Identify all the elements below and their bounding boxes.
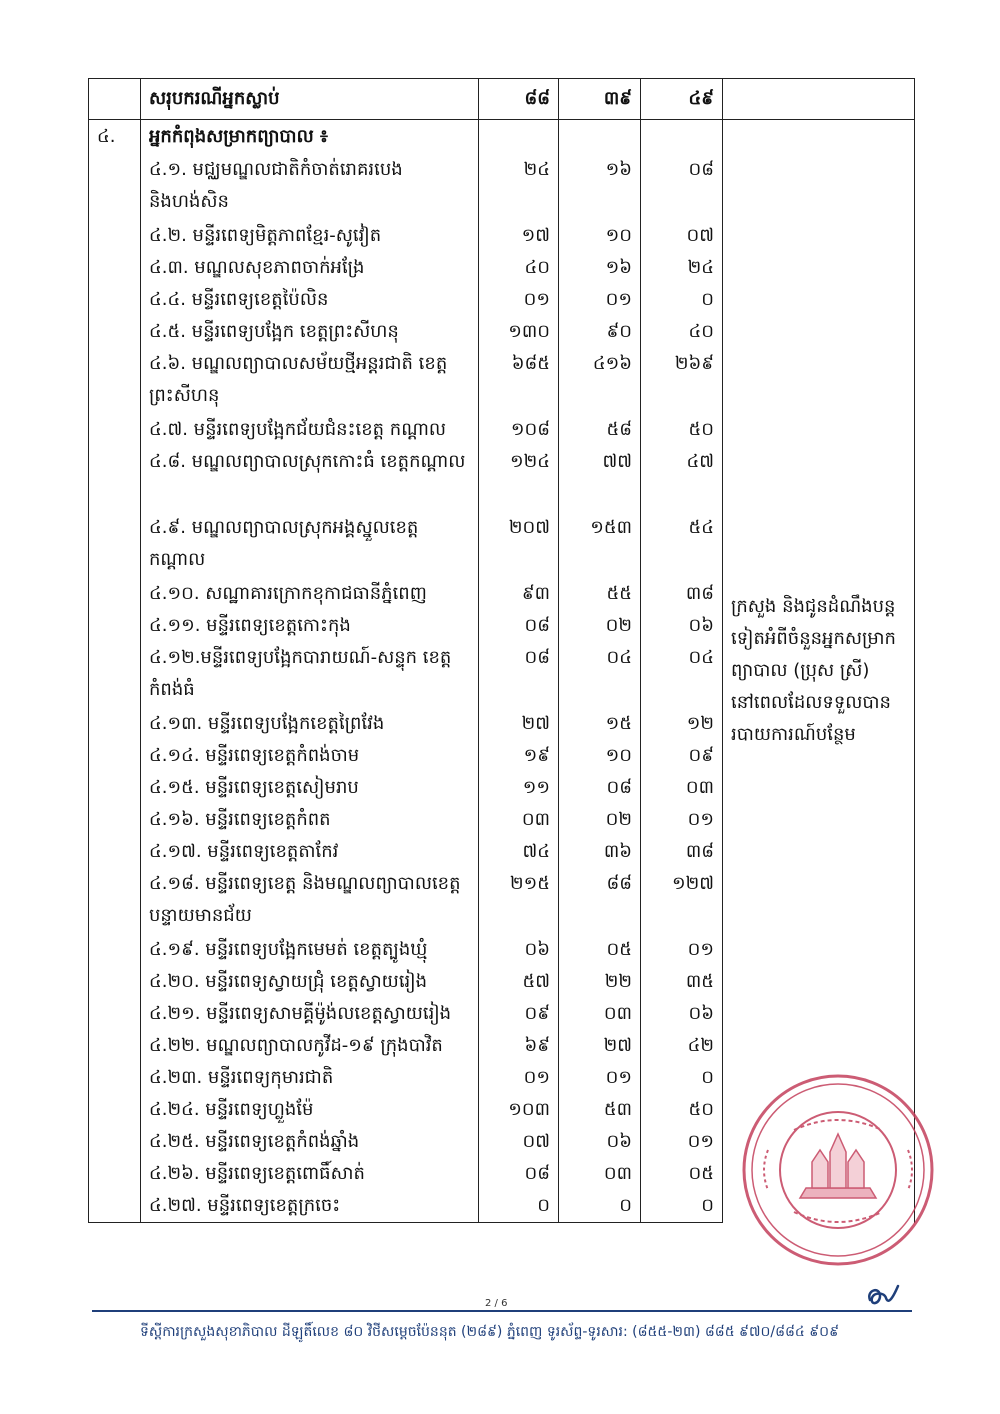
value-male: ០៨: [559, 772, 641, 804]
value-total: ៧៤: [479, 836, 559, 868]
value-female: ០១: [641, 934, 723, 966]
value-male: ០៣: [559, 998, 641, 1030]
value-total: ០៨: [479, 1158, 559, 1190]
value-female: ៥០: [641, 1094, 723, 1126]
value-total: ០៧: [479, 1126, 559, 1158]
section-note: ក្រសួង និងជូនដំណឹងបន្តទៀតអំពីចំនួនអ្នកសម្រាកព្យាបាល (ប្រុស ស្រី) នៅពេលដែលទទួលបានរបាយការណ៍បន្ថែម: [723, 120, 915, 1223]
value-female: ៤២: [641, 1030, 723, 1062]
value-male: ០៦: [559, 1126, 641, 1158]
value-male: ១៦: [559, 154, 641, 220]
value-male: ៨៨: [559, 868, 641, 934]
row-number-cell: [89, 804, 141, 836]
value-female: ៣៨: [641, 836, 723, 868]
value-male: ០៣: [559, 1158, 641, 1190]
data-table: [88, 78, 915, 1223]
row-number-cell: [89, 642, 141, 708]
value-female: ២៤: [641, 252, 723, 284]
row-number-cell: [89, 610, 141, 642]
row-number-cell: [89, 414, 141, 446]
value-total: ២១៥: [479, 868, 559, 934]
facility-name: ៤.១៦. មន្ទីរពេទ្យខេត្តកំពត: [141, 804, 479, 836]
value-female: ៤០: [641, 316, 723, 348]
value-total: ១៩: [479, 740, 559, 772]
facility-name: ៤.២២. មណ្ឌលព្យាបាលកូវីដ-១៩ ក្រុងបាវិត: [141, 1030, 479, 1062]
value-total: ៤០: [479, 252, 559, 284]
value-total: ២០៧: [479, 512, 559, 578]
value-total: ២៤: [479, 154, 559, 220]
value-female: ០: [641, 1062, 723, 1094]
value-female: ០៦: [641, 610, 723, 642]
row-number-cell: [89, 220, 141, 252]
value-female: ០៨: [641, 154, 723, 220]
value-female: ០៩: [641, 740, 723, 772]
value-male: ២២: [559, 966, 641, 998]
value-female: ០៦: [641, 998, 723, 1030]
row-number-cell: [89, 1126, 141, 1158]
value-total: ១៣០: [479, 316, 559, 348]
value-total: ៦៩: [479, 1030, 559, 1062]
value-total: ១០៣: [479, 1094, 559, 1126]
value-total: ០: [479, 1190, 559, 1223]
value-male: ១៦: [559, 252, 641, 284]
facility-name: ៤.៧. មន្ទីរពេទ្យបង្អែកជ័យជំនះខេត្ត កណ្ដាល: [141, 414, 479, 446]
value-male: ៤១៦: [559, 348, 641, 414]
value-male: ០១: [559, 284, 641, 316]
value-total: ០១: [479, 284, 559, 316]
row-number-cell: [89, 446, 141, 512]
value-female: ០: [641, 284, 723, 316]
value-total: ៥៧: [479, 966, 559, 998]
page-number: 2 / 6: [485, 1298, 508, 1309]
section-empty-2: [559, 120, 641, 155]
row-number-cell: [89, 708, 141, 740]
official-seal-stamp: [738, 1070, 938, 1270]
value-female: ៣៨: [641, 578, 723, 610]
value-total: ០១: [479, 1062, 559, 1094]
facility-name: ៤.៨. មណ្ឌលព្យាបាលស្រុកកោះធំ ខេត្តកណ្ដាល: [141, 446, 479, 512]
value-male: ៥៥: [559, 578, 641, 610]
row-number-cell: [89, 772, 141, 804]
total-value-3: ៤៩: [641, 79, 723, 120]
value-total: ៦៨៥: [479, 348, 559, 414]
section-number: ៤.: [89, 120, 141, 155]
facility-name: ៤.២៧. មន្ទីរពេទ្យខេត្តក្រចេះ: [141, 1190, 479, 1223]
facility-name: ៤.២៣. មន្ទីរពេទ្យកុមារជាតិ: [141, 1062, 479, 1094]
facility-name: ៤.២៥. មន្ទីរពេទ្យខេត្តកំពង់ឆ្នាំង: [141, 1126, 479, 1158]
value-male: ០: [559, 1190, 641, 1223]
value-male: ៥៣: [559, 1094, 641, 1126]
facility-name: ៤.៦. មណ្ឌលព្យាបាលសម័យថ្មីអន្តរជាតិ ខេត្តព្រះសីហនុ: [141, 348, 479, 414]
section-empty-1: [479, 120, 559, 155]
row-number-cell: [89, 836, 141, 868]
facility-name: ៤.២. មន្ទីរពេទ្យមិត្តភាពខ្មែរ-សូវៀត: [141, 220, 479, 252]
value-total: ០៨: [479, 642, 559, 708]
value-male: ១៥៣: [559, 512, 641, 578]
row-number-cell: [89, 1094, 141, 1126]
value-total: ១៧: [479, 220, 559, 252]
section-title: អ្នកកំពុងសម្រាកព្យាបាល ៖: [141, 120, 479, 155]
value-female: ០៤: [641, 642, 723, 708]
value-female: ០: [641, 1190, 723, 1223]
row-number-cell: [89, 966, 141, 998]
value-total: ០៦: [479, 934, 559, 966]
row-number-cell: [89, 1190, 141, 1223]
value-male: ០២: [559, 804, 641, 836]
value-female: ០៥: [641, 1158, 723, 1190]
row-number-cell: [89, 934, 141, 966]
value-female: ៥៤: [641, 512, 723, 578]
facility-name: ៤.៩. មណ្ឌលព្យាបាលស្រុកអង្គស្នួលខេត្តកណ្ដាល: [141, 512, 479, 578]
value-female: ០៣: [641, 772, 723, 804]
facility-name: ៤.១៧. មន្ទីរពេទ្យខេត្តតាកែវ: [141, 836, 479, 868]
value-total: ១២៤: [479, 446, 559, 512]
facility-name: ៤.៥. មន្ទីរពេទ្យបង្អែក ខេត្តព្រះសីហនុ: [141, 316, 479, 348]
facility-name: ៤.២១. មន្ទីរពេទ្យសាមគ្គីម៉ូង់លខេត្តស្វាយរៀង: [141, 998, 479, 1030]
total-number-cell: [89, 79, 141, 120]
value-male: ១០: [559, 220, 641, 252]
value-male: ៣៦: [559, 836, 641, 868]
value-female: ២៦៩: [641, 348, 723, 414]
value-male: ០៤: [559, 642, 641, 708]
value-female: ៣៥: [641, 966, 723, 998]
row-number-cell: [89, 998, 141, 1030]
facility-name: ៤.១. មជ្ឈមណ្ឌលជាតិកំចាត់រោគរបេង និងហង់សិន: [141, 154, 479, 220]
value-total: ២៧: [479, 708, 559, 740]
row-number-cell: [89, 348, 141, 414]
row-number-cell: [89, 578, 141, 610]
value-male: ១៥: [559, 708, 641, 740]
facility-name: ៤.១១. មន្ទីរពេទ្យខេត្តកោះកុង: [141, 610, 479, 642]
value-male: ០២: [559, 610, 641, 642]
value-female: ០១: [641, 1126, 723, 1158]
value-female: ០១: [641, 804, 723, 836]
value-male: ៥៨: [559, 414, 641, 446]
value-male: ១០: [559, 740, 641, 772]
value-male: ២៧: [559, 1030, 641, 1062]
handwritten-signature: [862, 1280, 912, 1312]
section-empty-3: [641, 120, 723, 155]
value-female: ១២៧: [641, 868, 723, 934]
row-number-cell: [89, 1062, 141, 1094]
row-number-cell: [89, 1158, 141, 1190]
facility-name: ៤.២០. មន្ទីរពេទ្យស្វាយជ្រុំ ខេត្តស្វាយរៀង: [141, 966, 479, 998]
total-value-2: ៣៩: [559, 79, 641, 120]
total-row: [89, 79, 915, 120]
row-number-cell: [89, 252, 141, 284]
value-female: ១២: [641, 708, 723, 740]
facility-name: ៤.១២.មន្ទីរពេទ្យបង្អែកបារាយណ៍-សន្ទុក ខេត្តកំពង់ធំ: [141, 642, 479, 708]
value-male: ៩០: [559, 316, 641, 348]
facility-name: ៤.១៥. មន្ទីរពេទ្យខេត្តសៀមរាប: [141, 772, 479, 804]
value-female: ០៧: [641, 220, 723, 252]
value-male: ៧៧: [559, 446, 641, 512]
row-number-cell: [89, 512, 141, 578]
row-number-cell: [89, 284, 141, 316]
facility-name: ៤.២៤. មន្ទីរពេទ្យហ្លួងម៉ែ: [141, 1094, 479, 1126]
row-number-cell: [89, 868, 141, 934]
total-label: សរុបករណីអ្នកស្លាប់: [141, 79, 479, 120]
value-female: ៤៧: [641, 446, 723, 512]
value-total: ៩៣: [479, 578, 559, 610]
value-male: ០៥: [559, 934, 641, 966]
value-total: ១០៨: [479, 414, 559, 446]
footer-address: ទីស្តីការក្រសួងសុខាភិបាល ដីឡូតិ៍លេខ ៨០ វិថីសម្ដេចប៉ែននុត (២៨៩) ភ្នំពេញ ទូរស័ព្ទ-ទូរសារ: (៨៥៥-២៣) ៨៨៥ ៩៧០/៨៨៤ ៩០៩: [140, 1324, 840, 1340]
value-total: ១១: [479, 772, 559, 804]
value-female: ៥០: [641, 414, 723, 446]
row-number-cell: [89, 154, 141, 220]
row-number-cell: [89, 1030, 141, 1062]
section-header-row: [89, 120, 915, 155]
facility-name: ៤.១៨. មន្ទីរពេទ្យខេត្ត និងមណ្ឌលព្យាបាលខេត្តបន្ទាយមានជ័យ: [141, 868, 479, 934]
value-total: ០៨: [479, 610, 559, 642]
row-number-cell: [89, 316, 141, 348]
facility-name: ៤.១៩. មន្ទីរពេទ្យបង្អែកមេមត់ ខេត្តត្បូងឃ្មុំ: [141, 934, 479, 966]
facility-name: ៤.៤. មន្ទីរពេទ្យខេត្តប៉ៃលិន: [141, 284, 479, 316]
footer-divider: [92, 1310, 912, 1312]
facility-name: ៤.២៦. មន្ទីរពេទ្យខេត្តពោធិ៍សាត់: [141, 1158, 479, 1190]
facility-name: ៤.១៣. មន្ទីរពេទ្យបង្អែកខេត្តព្រៃវែង: [141, 708, 479, 740]
value-male: ០១: [559, 1062, 641, 1094]
value-total: ០៩: [479, 998, 559, 1030]
facility-name: ៤.១០. សណ្ឋាគារក្រោកខុកាជធានីភ្នំពេញ: [141, 578, 479, 610]
row-number-cell: [89, 740, 141, 772]
facility-name: ៤.៣. មណ្ឌលសុខភាពចាក់អង្រែ: [141, 252, 479, 284]
total-value-1: ៨៨: [479, 79, 559, 120]
value-total: ០៣: [479, 804, 559, 836]
total-note-cell: [723, 79, 915, 120]
facility-name: ៤.១៤. មន្ទីរពេទ្យខេត្តកំពង់ចាម: [141, 740, 479, 772]
